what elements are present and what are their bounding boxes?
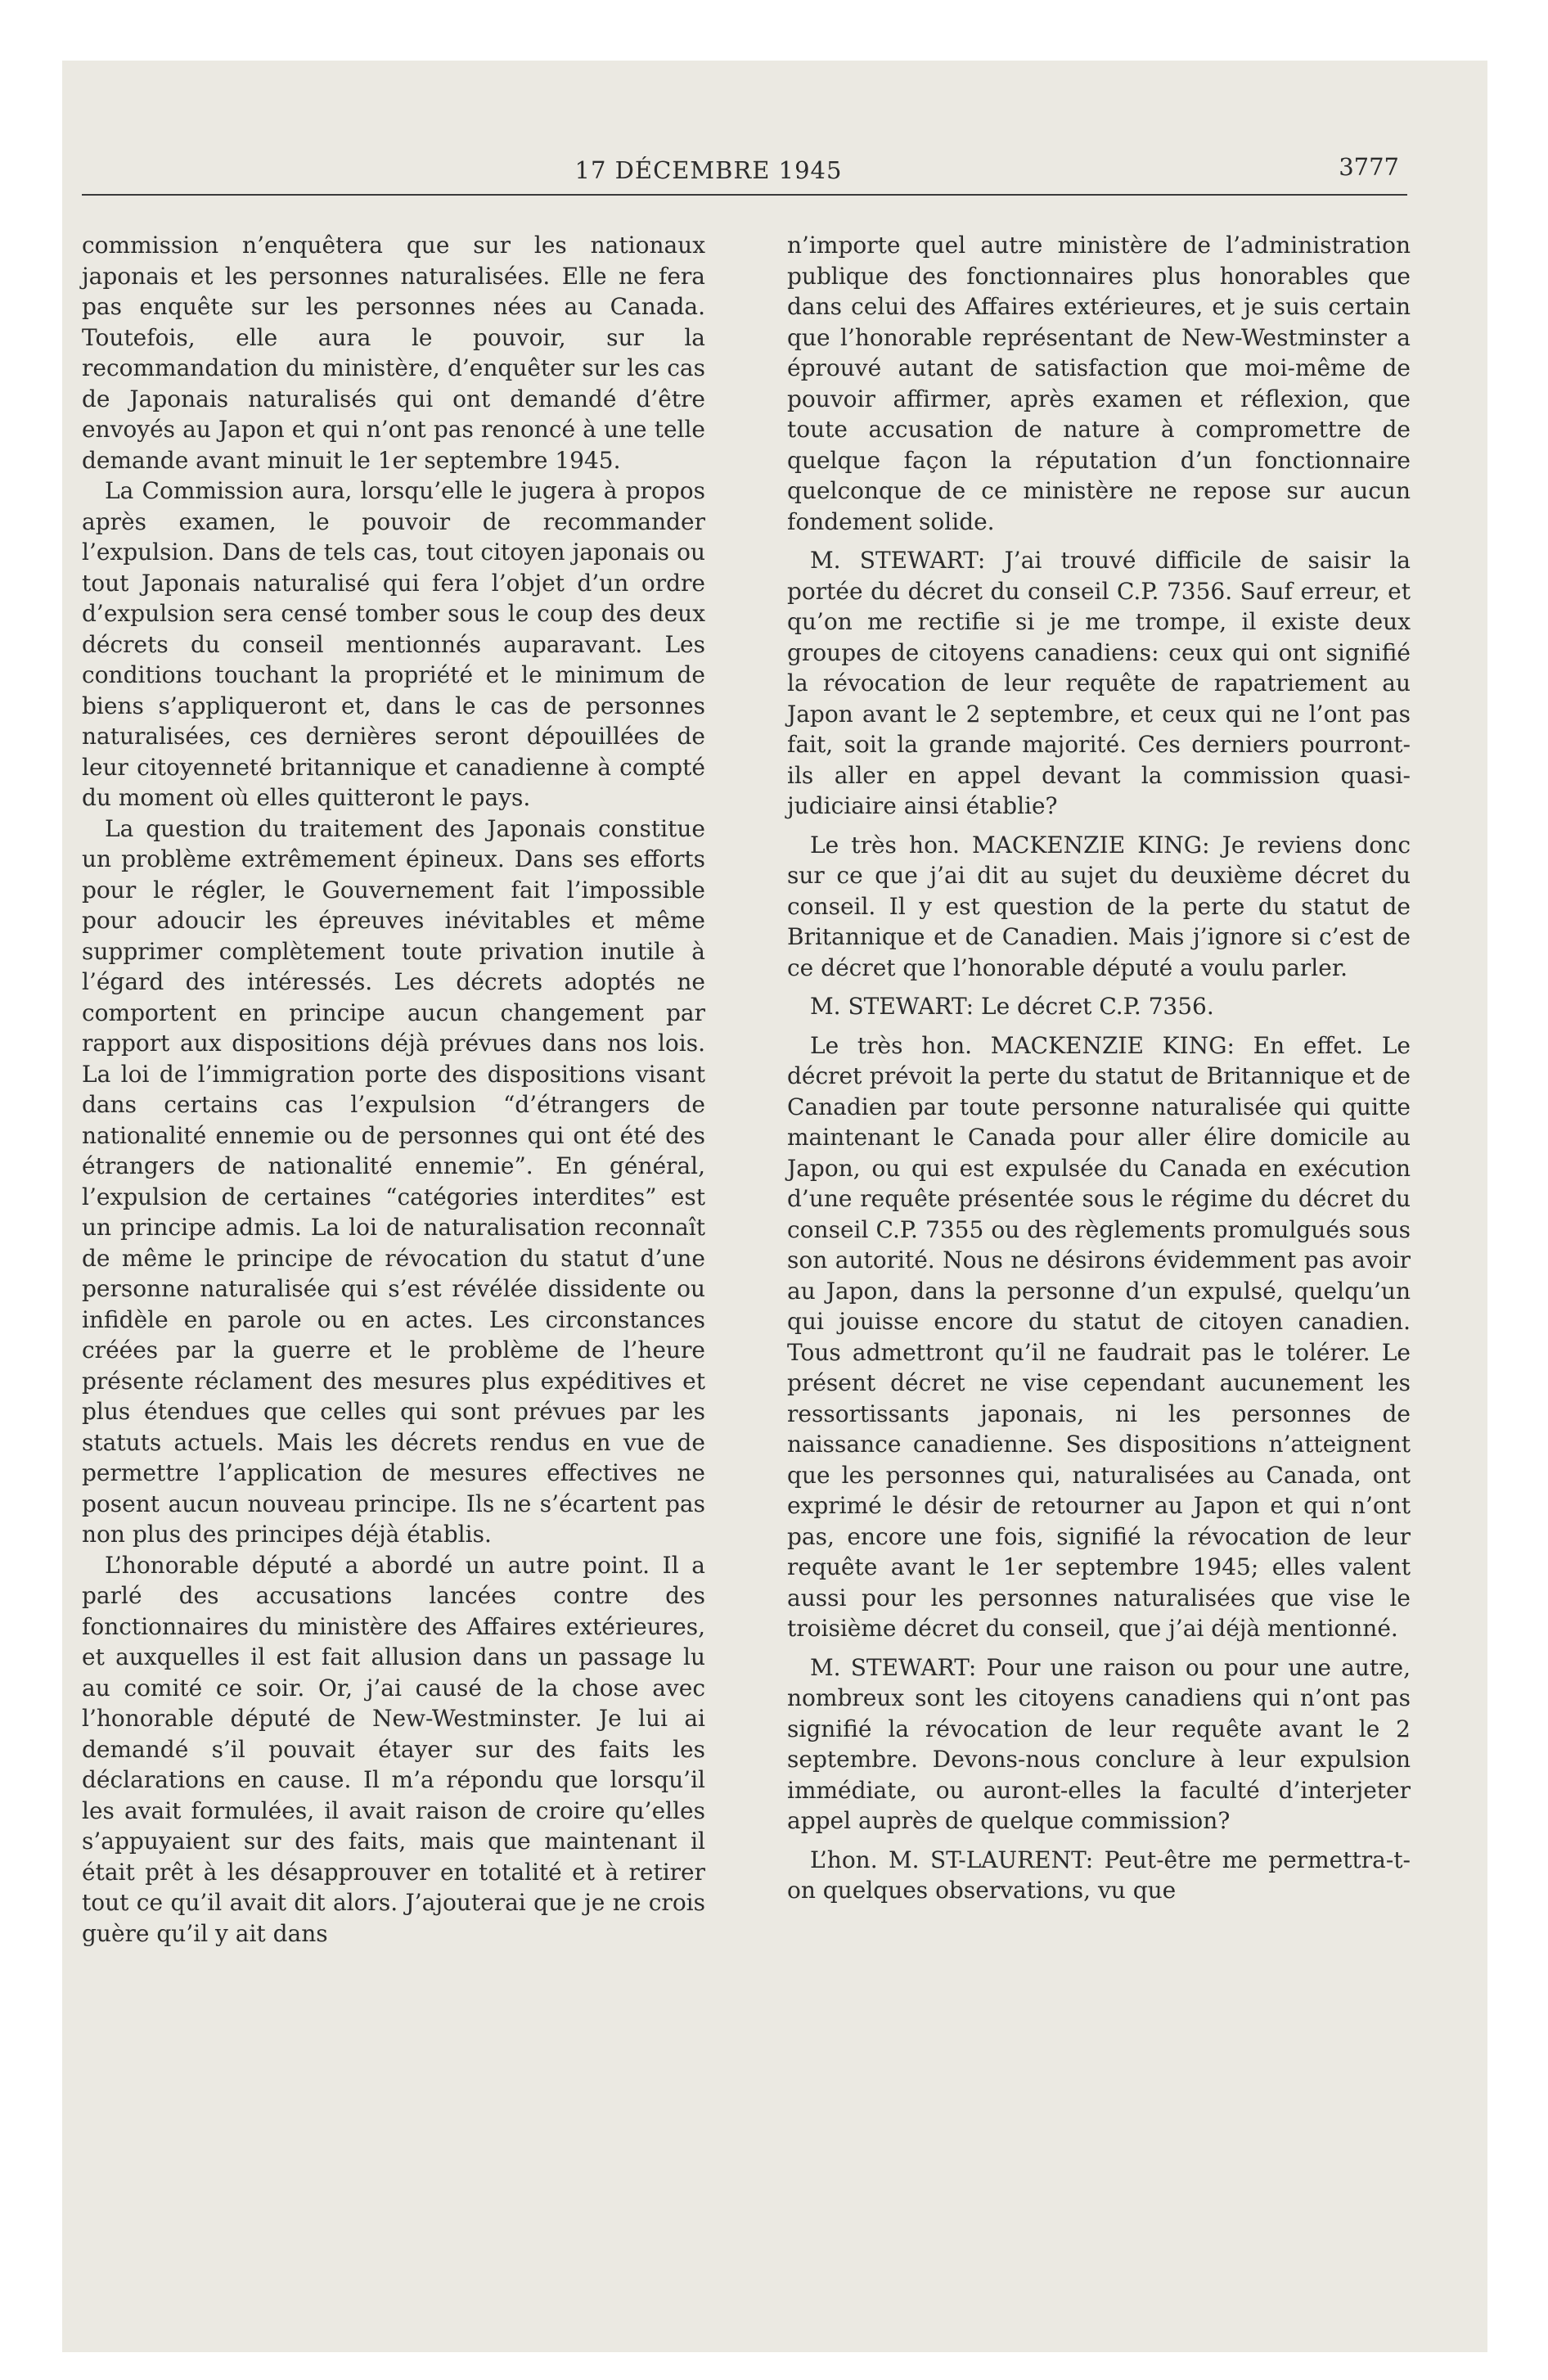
speaker-paragraph: M. STEWART: J’ai trouvé difficile de saisir la portée du décret du conseil C.P. 7356. Sauf erreur, et qu’on me rectifie si je me trompe, il existe deux groupes de citoyens canadiens: ceux qui ont signifié la révocation de leur requête de rapatriement au Japon avant le 2 septembre, et ceux qui ne l’ont pas fait, soit la grande majorité. Ces derniers pourront-ils aller en appel devant la commission quasi-judiciaire ainsi établie? xyxy=(787,547,1411,819)
paragraph: n’importe quel autre ministère de l’administration publique des fonctionnaires plus honorables que dans celui des Affaires extérieures, et je suis certain que l’honorable représentant de New-Westminster a éprouvé autant de satisfaction que moi-même de pouvoir affirmer, après examen et réflexion, que toute accusation de nature à compromettre de quelque façon la réputation d’un fonctionnaire quelconque de ce ministère ne repose sur aucun fondement solide. xyxy=(787,232,1411,535)
speaker-paragraph: Le très hon. MACKENZIE KING: En effet. Le décret prévoit la perte du statut de Britannique et de Canadien par toute personne naturalisée qui quitte maintenant le Canada pour aller élire domicile au Japon, ou qui est expulsée du Canada en exécution d’une requête présentée sous le régime du décret du conseil C.P. 7355 ou des règlements promulgués sous son autorité. Nous ne désirons évidemment pas avoir au Japon, dans la personne d’un expulsé, quelqu’un qui jouisse encore du statut de citoyen canadien. Tous admettront qu’il ne faudrait pas le tolérer. Le présent décret ne vise cependant aucunement les ressortissants japonais, ni les personnes de naissance canadienne. Ses dispositions n’atteignent que les personnes qui, naturalisées au Canada, ont exprimé le désir de retourner au Japon et qui n’ont pas, encore une fois, signifié la révocation de leur requête avant le 1er septembre 1945; elles valent aussi pour les personnes naturalisées que vise le troisième décret du conseil, que j’ai déjà mentionné. xyxy=(787,1031,1411,1642)
header-date: 17 DÉCEMBRE 1945 xyxy=(574,156,843,184)
speaker-paragraph: M. STEWART: Le décret C.P. 7356. xyxy=(810,993,1214,1020)
paragraph: La question du traitement des Japonais constitue un problème extrêmement épineux. Dans ses efforts pour le régler, le Gouvernement fait l’impossible pour adoucir les épreuves inévitables et même supprimer complètement toute privation inutile à l’égard des intéressés. Les décrets adoptés ne comportent en principe aucun changement par rapport aux dispositions déjà prévues dans nos lois. La loi de l’immigration porte des dispositions visant dans certains cas l’expulsion “d’étrangers de nationalité ennemie ou de personnes qui ont été des étrangers de nationalité ennemie”. En général, l’expulsion de certaines “catégories interdites” est un principe admis. La loi de naturalisation reconnaît de même le principe de révocation du statut d’une personne naturalisée qui s’est révélée dissidente ou infidèle en parole ou en actes. Les circonstances créées par la guerre et le problème de l’heure présente réclament des mesures plus expéditives et plus étendues que celles qui sont prévues par les statuts actuels. Mais les décrets rendus en vue de permettre l’application de mesures effectives ne posent aucun nouveau principe. Ils ne s’écartent pas non plus des principes déjà établis. xyxy=(82,814,705,1548)
speaker-paragraph: L’hon. M. ST-LAURENT: Peut-être me permettra-t-on quelques observations, vu que xyxy=(787,1846,1411,1904)
right-column xyxy=(787,230,1411,1906)
paragraph: L’honorable député a abordé un autre point. Il a parlé des accusations lancées contre des fonctionnaires du ministère des Affaires extérieures, et auxquelles il est fait allusion dans un passage lu au comité ce soir. Or, j’ai causé de la chose avec l’honorable député de New-Westminster. Je lui ai demandé s’il pouvait étayer sur des faits les déclarations en cause. Il m’a répondu que lorsqu’il les avait formulées, il avait raison de croire qu’elles s’appuyaient sur des faits, mais que maintenant il était prêt à les désapprouver en totalité et à retirer tout ce qu’il avait dit alors. J’ajouterai que je ne crois guère qu’il y ait dans xyxy=(82,1551,705,1947)
paragraph: La Commission aura, lorsqu’elle le jugera à propos après examen, le pouvoir de recommander l’expulsion. Dans de tels cas, tout citoyen japonais ou tout Japonais naturalisé qui fera l’objet d’un ordre d’expulsion sera censé tomber sous le coup des deux décrets du conseil mentionnés auparavant. Les conditions touchant la propriété et le minimum de biens s’appliqueront et, dans le cas de personnes naturalisées, ces dernières seront dépouillées de leur citoyenneté britannique et canadienne à compté du moment où elles quitteront le pays. xyxy=(82,477,705,811)
page-number: 3777 xyxy=(1339,153,1399,181)
header-rule xyxy=(82,194,1407,196)
page-header xyxy=(82,151,1407,192)
paragraph: commission n’enquêtera que sur les nationaux japonais et les personnes naturalisées. Elle ne fera pas enquête sur les personnes nées au Canada. Toutefois, elle aura le pouvoir, sur la recommandation du ministère, d’enquêter sur les cas de Japonais naturalisés qui ont demandé d’être envoyés au Japon et qui n’ont pas renoncé à une telle demande avant minuit le 1er septembre 1945. xyxy=(82,232,705,474)
speaker-paragraph: Le très hon. MACKENZIE KING: Je reviens donc sur ce que j’ai dit au sujet du deuxième décret du conseil. Il y est question de la perte du statut de Britannique et de Canadien. Mais j’ignore si c’est de ce décret que l’honorable député a voulu parler. xyxy=(787,831,1411,981)
speaker-paragraph: M. STEWART: Pour une raison ou pour une autre, nombreux sont les citoyens canadiens qui n’ont pas signifié la révocation de leur requête avant le 2 septembre. Devons-nous conclure à leur expulsion immédiate, ou auront-elles la faculté d’interjeter appel auprès de quelque commission? xyxy=(787,1653,1411,1834)
hansard-page xyxy=(82,151,1411,2296)
left-column xyxy=(82,230,705,1949)
